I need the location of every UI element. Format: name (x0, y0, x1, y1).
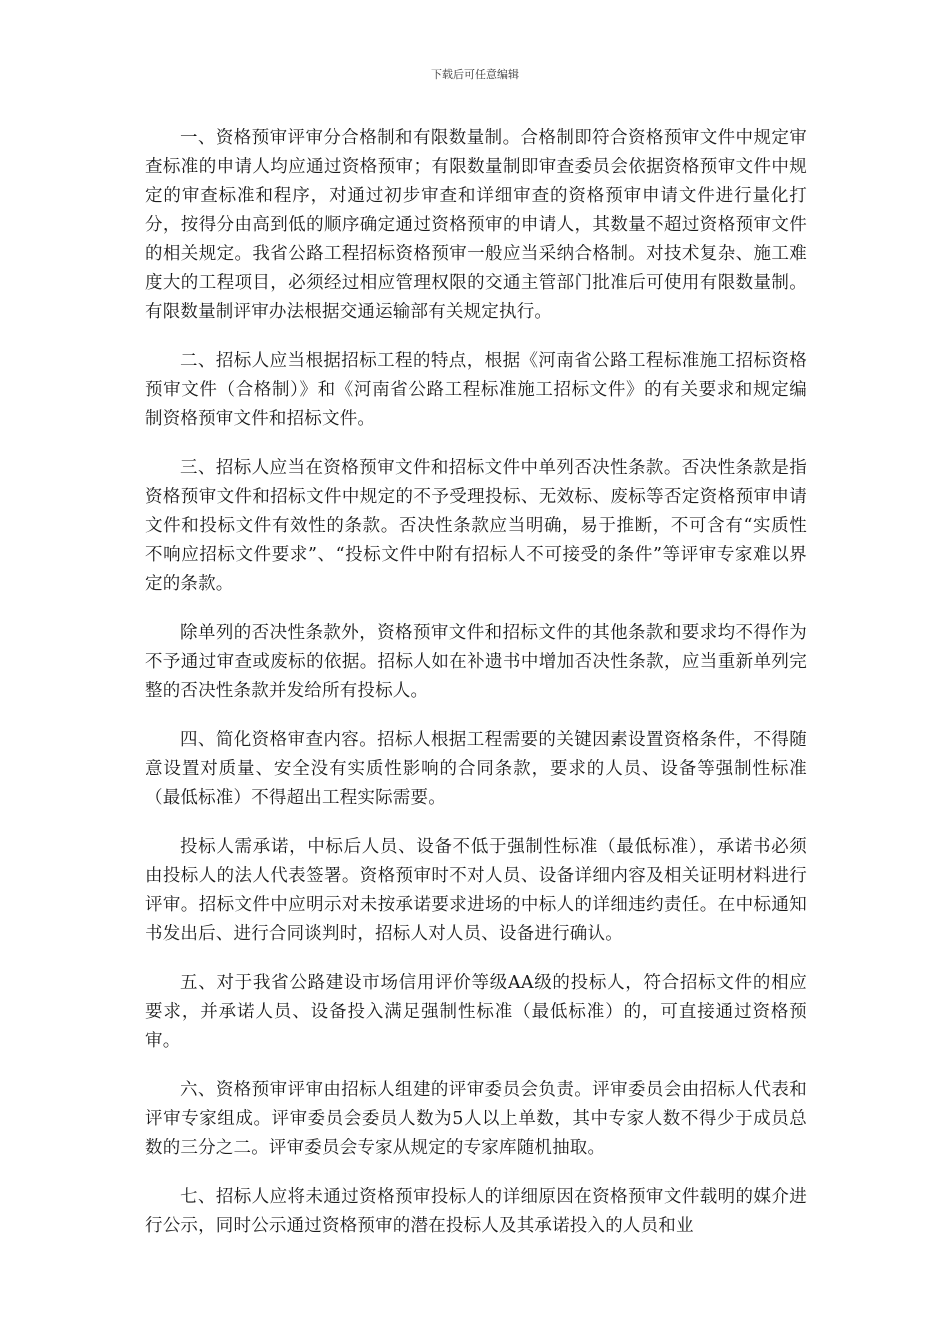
paragraph-9: 七、招标人应将未通过资格预审投标人的详细原因在资格预审文件载明的媒介进行公示，同时公示通过资格预审的潜在投标人及其承诺投入的人员和业 (145, 1187, 807, 1236)
paragraph-1: 一、资格预审评审分合格制和有限数量制。合格制即符合资格预审文件中规定审查标准的申请人均应通过资格预审；有限数量制即审查委员会依据资格预审文件中规定的审查标准和程序，对通过初步审查和详细审查的资格预审申请文件进行量化打分，按得分由高到低的顺序确定通过资格预审的申请人，其数量不超过资格预审文件的相关规定。我省公路工程招标资格预审一般应当采纳合格制。对技术复杂、施工难度大的工程项目，必须经过相应管理权限的交通主管部门批准后可使用有限数量制。有限数量制评审办法根据交通运输部有关规定执行。 (145, 128, 807, 322)
paragraph-6: 投标人需承诺，中标后人员、设备不低于强制性标准（最低标准），承诺书必须由投标人的法人代表签署。资格预审时不对人员、设备详细内容及相关证明材料进行评审。招标文件中应明示对未按承诺要求进场的中标人的详细违约责任。在中标通知书发出后、进行合同谈判时，招标人对人员、设备进行确认。 (145, 837, 807, 944)
paragraph-5: 四、简化资格审查内容。招标人根据工程需要的关键因素设置资格条件，不得随意设置对质量、安全没有实质性影响的合同条款，要求的人员、设备等强制性标准（最低标准）不得超出工程实际需要。 (145, 730, 807, 808)
paragraph-4: 除单列的否决性条款外，资格预审文件和招标文件的其他条款和要求均不得作为不予通过审查或废标的依据。招标人如在补遗书中增加否决性条款，应当重新单列完整的否决性条款并发给所有投标人。 (145, 623, 807, 701)
paragraph-2: 二、招标人应当根据招标工程的特点，根据《河南省公路工程标准施工招标资格预审文件（合格制）》和《河南省公路工程标准施工招标文件》的有关要求和规定编制资格预审文件和招标文件。 (145, 351, 807, 429)
paragraph-8: 六、资格预审评审由招标人组建的评审委员会负责。评审委员会由招标人代表和评审专家组成。评审委员会委员人数为5人以上单数，其中专家人数不得少于成员总数的三分之二。评审委员会专家从规定的专家库随机抽取。 (145, 1080, 807, 1158)
document-body (145, 124, 807, 1261)
header-note: 下载后可任意编辑 (431, 68, 519, 81)
paragraph-7: 五、对于我省公路建设市场信用评价等级AA级的投标人，符合招标文件的相应要求，并承诺人员、设备投入满足强制性标准（最低标准）的，可直接通过资格预审。 (145, 973, 807, 1051)
paragraph-3: 三、招标人应当在资格预审文件和招标文件中单列否决性条款。否决性条款是指资格预审文件和招标文件中规定的不予受理投标、无效标、废标等否定资格预审申请文件和投标文件有效性的条款。否决性条款应当明确，易于推断，不可含有“实质性不响应招标文件要求”、“投标文件中附有招标人不可接受的条件”等评审专家难以界定的条款。 (145, 458, 807, 594)
